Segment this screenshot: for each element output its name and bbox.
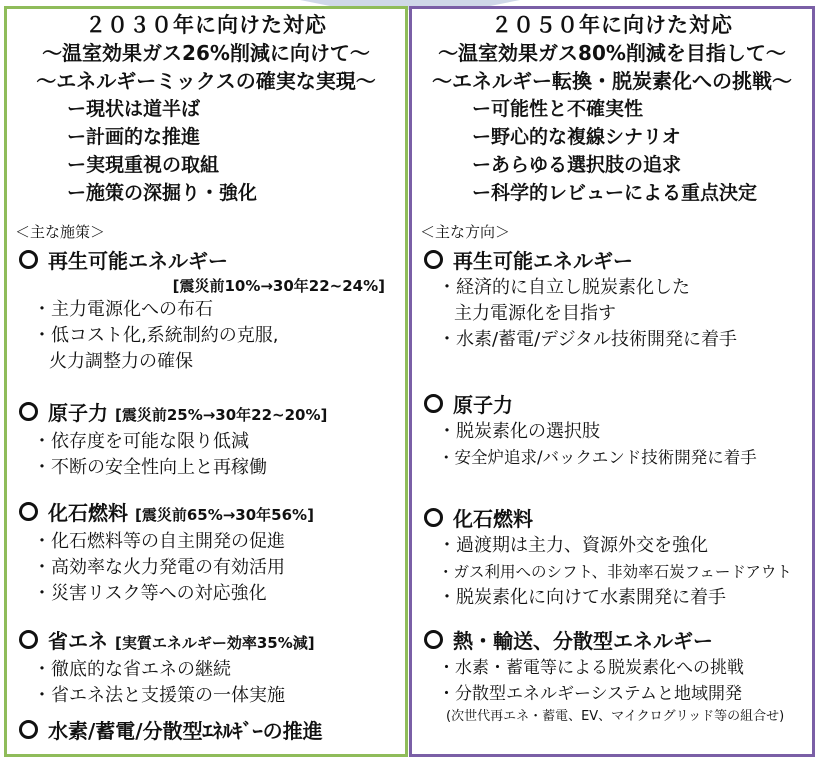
right-bullet: ー可能性と不確実性 (472, 98, 644, 120)
list-item: ・水素/蓄電/デジタル技術開発に着手 (438, 329, 738, 350)
list-item: ・過渡期は主力、資源外交を強化 (438, 535, 708, 556)
right-bullet: ー野心的な複線シナリオ (472, 126, 681, 148)
right-sec-nuclear (424, 391, 806, 471)
circle-bullet-icon (19, 630, 38, 649)
left-bullets (67, 95, 405, 207)
left-bullet: ー計画的な推進 (67, 126, 201, 148)
right-subtitle-2: ～エネルギー転換・脱炭素化への挑戦～ (432, 69, 792, 93)
right-section-heading: ＜主な方向＞ (420, 223, 511, 241)
right-subtitle-1: ～温室効果ガス80%削減を目指して～ (438, 41, 786, 65)
circle-bullet-icon (424, 630, 443, 649)
left-header (7, 11, 405, 95)
list-item: 主力電源化を目指す (454, 303, 616, 324)
right-bullet: ーあらゆる選択肢の追求 (472, 154, 682, 176)
list-item: ・徹底的な省エネの継続 (33, 659, 231, 680)
sec-target: [震災前25%→30年22~20%] (114, 406, 328, 424)
sec-title: 省エネ (48, 629, 108, 653)
left-title: ２０３０年に向けた対応 (85, 13, 327, 37)
list-item: ・低コスト化,系統制約の克服, (33, 325, 279, 346)
list-item: ・分散型エネルギーシステムと地域開発 (438, 684, 742, 704)
list-item: ・不断の安全性向上と再稼働 (33, 457, 267, 478)
list-item: ・主力電源化への布石 (33, 299, 213, 320)
right-sec-renewable (424, 247, 806, 353)
circle-bullet-icon (19, 720, 38, 739)
list-item: ・経済的に自立し脱炭素化した (438, 277, 690, 298)
right-panel-2050 (409, 6, 815, 757)
left-sec-nuclear (19, 399, 399, 481)
list-item: ・化石燃料等の自主開発の促進 (33, 531, 285, 552)
list-item: ・災害リスク等への対応強化 (33, 583, 267, 604)
list-item: ・脱炭素化に向けて水素開発に着手 (438, 587, 726, 608)
sec-target: [実質エネルギー効率35%減] (114, 634, 315, 652)
left-bullet: ー実現重視の取組 (67, 154, 220, 176)
sec-title: 水素/蓄電/分散型ｴﾈﾙｷﾞｰの推進 (48, 719, 323, 743)
left-subtitle-1: ～温室効果ガス26%削減に向けて～ (42, 41, 370, 65)
list-item: ・高効率な火力発電の有効活用 (33, 557, 285, 578)
circle-bullet-icon (424, 394, 443, 413)
right-sec-heat-transport (424, 627, 806, 727)
circle-bullet-icon (424, 508, 443, 527)
list-item: ・省エネ法と支援策の一体実施 (33, 685, 285, 706)
list-item: ・安全炉追求/バックエンド技術開発に着手 (438, 448, 757, 467)
circle-bullet-icon (424, 250, 443, 269)
left-sec-renewable (19, 247, 399, 375)
sec-title: 化石燃料 (48, 501, 128, 525)
left-bullet: ー施策の深掘り・強化 (67, 182, 258, 204)
left-panel-2030 (4, 6, 408, 757)
circle-bullet-icon (19, 502, 38, 521)
left-sec-fossil (19, 499, 399, 607)
sec-target: [震災前10%→30年22~24%] (172, 277, 385, 295)
list-item: ・水素・蓄電等による脱炭素化への挑戦 (438, 658, 744, 678)
right-bullet: ー科学的レビューによる重点決定 (472, 182, 758, 204)
right-sec-fossil (424, 505, 806, 611)
list-item: ・脱炭素化の選択肢 (438, 421, 600, 442)
left-subtitle-2: ～エネルギーミックスの確実な実現～ (36, 69, 376, 93)
sec-title: 熱・輸送、分散型エネルギー (453, 629, 713, 653)
sec-title: 再生可能エネルギー (48, 249, 228, 273)
left-sec-hydrogen (19, 717, 399, 745)
left-sec-energy-saving (19, 627, 399, 709)
list-item: 火力調整力の確保 (49, 351, 193, 372)
sec-title: 化石燃料 (453, 507, 533, 531)
circle-bullet-icon (19, 250, 38, 269)
circle-bullet-icon (19, 402, 38, 421)
list-item: ・ガス利用へのシフト、非効率石炭フェードアウト (438, 563, 792, 581)
right-bullets (472, 95, 812, 207)
right-title: ２０５０年に向けた対応 (491, 13, 733, 37)
sec-title: 原子力 (453, 393, 513, 417)
right-header (412, 11, 812, 95)
left-bullet: ー現状は道半ば (67, 98, 201, 120)
left-section-heading: ＜主な施策＞ (15, 223, 106, 241)
note-text: (次世代再エネ・蓄電、EV、マイクログリッド等の組合せ) (446, 709, 785, 724)
sec-title: 再生可能エネルギー (453, 249, 633, 273)
sec-title: 原子力 (48, 401, 108, 425)
list-item: ・依存度を可能な限り低減 (33, 431, 249, 452)
sec-target: [震災前65%→30年56%] (134, 506, 314, 524)
